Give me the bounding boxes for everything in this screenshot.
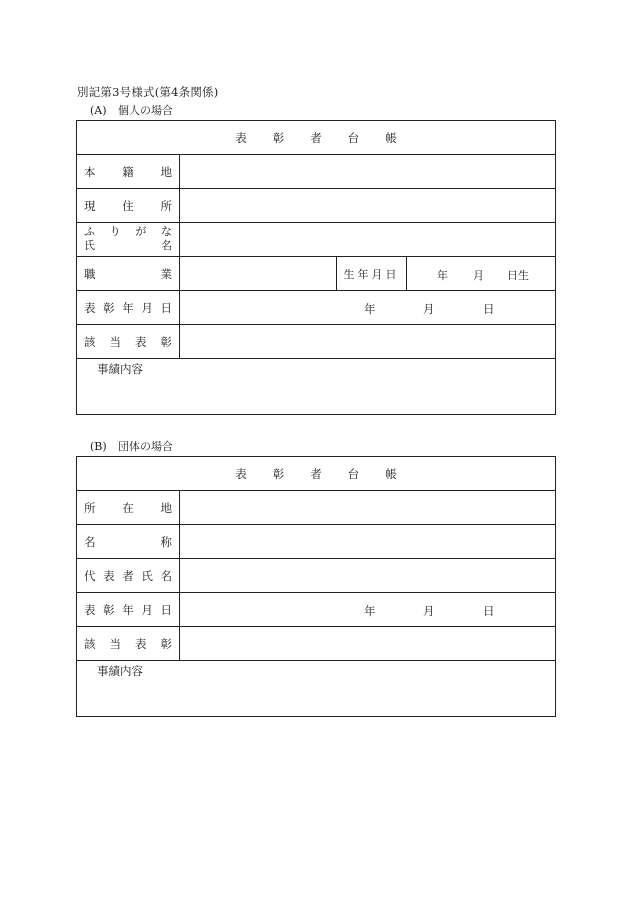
label-furigana-name: ふ り が な 氏 名 xyxy=(77,223,180,257)
address-field[interactable] xyxy=(180,189,556,223)
award-year-label: 年 xyxy=(364,302,376,316)
award-month-label-b: 月 xyxy=(423,604,435,618)
label-shokugyo: 職 業 xyxy=(77,257,180,291)
birthdate-field[interactable] xyxy=(407,257,556,291)
org-name-field[interactable] xyxy=(180,525,556,559)
form-header: 別記第3号様式(第4条関係) xyxy=(77,85,219,99)
label-jiseki: 事績内容 xyxy=(97,362,143,376)
label-genjusho: 現 住 所 xyxy=(77,189,180,223)
label-honseki: 本 籍 地 xyxy=(77,155,180,189)
applicable-award-field[interactable] xyxy=(180,325,556,359)
label-gaito-hyosho: 該 当 表 彰 xyxy=(77,325,180,359)
birth-day-label: 日生 xyxy=(507,269,529,282)
award-day-label: 日 xyxy=(483,302,495,316)
section-b-heading xyxy=(90,438,173,454)
award-date-field[interactable] xyxy=(180,291,556,325)
label-gaito-hyosho-b: 該 当 表 彰 xyxy=(77,627,180,661)
location-field[interactable] xyxy=(180,491,556,525)
birth-month-label: 月 xyxy=(473,269,484,282)
ledger-title-b: 表彰者台帳 xyxy=(77,457,556,491)
section-a-title: 個人の場合 xyxy=(118,104,173,117)
organization-ledger-table xyxy=(76,456,556,717)
label-daihyo: 代 表 者 氏 名 xyxy=(77,559,180,593)
achievement-field-b[interactable] xyxy=(77,661,556,717)
honseki-field[interactable] xyxy=(180,155,556,189)
label-hyosho-date: 表 彰 年 月 日 xyxy=(77,291,180,325)
achievement-field[interactable] xyxy=(77,359,556,415)
award-month-label: 月 xyxy=(423,302,435,316)
label-jiseki-b: 事績内容 xyxy=(97,664,143,678)
label-shozaichi: 所 在 地 xyxy=(77,491,180,525)
section-b-title: 団体の場合 xyxy=(118,440,173,453)
birth-year-label: 年 xyxy=(437,269,448,282)
applicable-award-field-b[interactable] xyxy=(180,627,556,661)
name-field[interactable] xyxy=(180,223,556,257)
occupation-field[interactable] xyxy=(180,257,337,291)
label-birthdate: 生年月日 xyxy=(337,257,407,291)
representative-field[interactable] xyxy=(180,559,556,593)
award-day-label-b: 日 xyxy=(483,604,495,618)
award-year-label-b: 年 xyxy=(364,604,376,618)
ledger-title: 表彰者台帳 xyxy=(77,121,556,155)
section-a-heading xyxy=(90,102,173,118)
label-hyosho-date-b: 表 彰 年 月 日 xyxy=(77,593,180,627)
individual-ledger-table xyxy=(76,120,556,415)
section-a-marker: (A) xyxy=(90,104,107,117)
section-b-marker: (B) xyxy=(90,440,107,453)
award-date-field-b[interactable] xyxy=(180,593,556,627)
label-meisho: 名 称 xyxy=(77,525,180,559)
